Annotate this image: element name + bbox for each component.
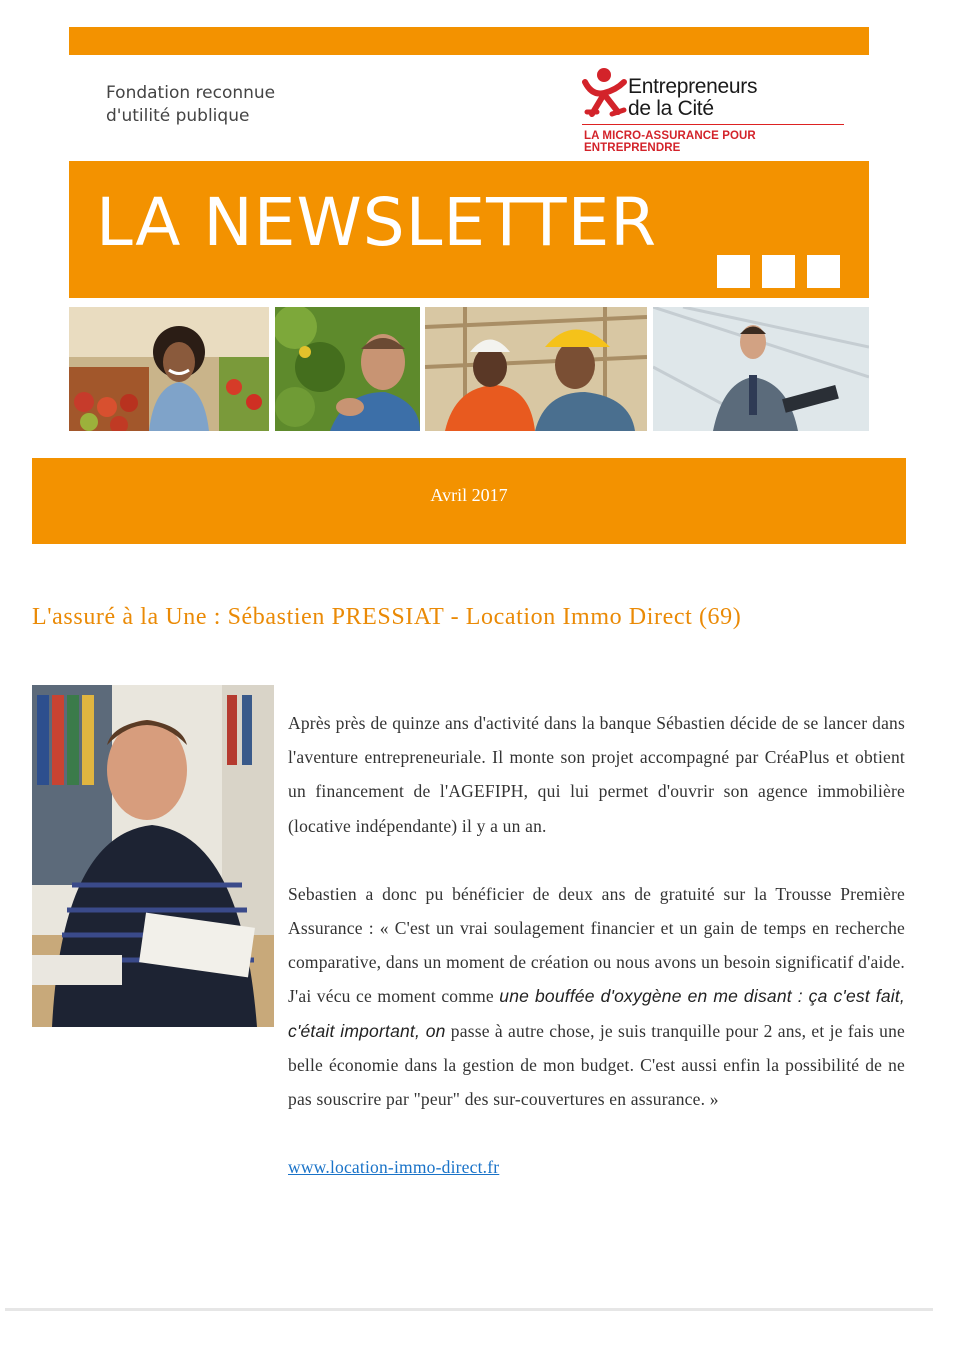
article-body <box>288 706 905 1184</box>
website-link[interactable]: www.location-immo-direct.fr <box>288 1157 500 1178</box>
paragraph-gap <box>288 843 905 877</box>
photo-gardener <box>275 307 420 431</box>
top-orange-bar <box>69 27 869 55</box>
logo-name-line-2: de la Cité <box>628 97 714 120</box>
paragraph-2-start: Sebastien a donc pu bénéficier de deux ans de gratuité sur la Trousse Première Assurance : « C'est un vrai soulagement financier et un gain de temps en recherche comparative, dans un moment de création ou nous avons un besoin significatif d'aide. J'ai vécu ce moment comme <box>288 883 905 1007</box>
banner-title: LA NEWSLETTER <box>96 184 658 261</box>
brand-logo[interactable] <box>582 66 844 154</box>
issue-date-bar <box>32 458 906 544</box>
entrepreneurs-figure-icon <box>582 66 630 118</box>
article-paragraph-1: Après près de quinze ans d'activité dans la banque Sébastien décide de se lancer dans l'aventure entrepreneuriale. Il monte son projet accompagné par CréaPlus et obtient un financement de l'AGEFIPH, qui lui permet d'ouvrir son agence immobilière (locative indépendante) il y a un an. <box>288 713 905 836</box>
photo-market-vendor <box>69 307 269 431</box>
bottom-divider <box>5 1308 933 1311</box>
photo-businessman <box>653 307 869 431</box>
article-headline: L'assuré à la Une : Sébastien PRESSIAT - Location Immo Direct (69) <box>32 604 742 630</box>
logo-name <box>628 76 757 120</box>
logo-tagline: LA MICRO-ASSURANCE POUR ENTREPRENDRE <box>584 130 756 154</box>
paragraph-2-end: passe à autre chose, je suis tranquille pour 2 ans, et je fais une belle économie dans la gestion de mon budget. C'est aussi enfin la possibilité de ne pas souscrire par "peur" des sur-couvertures en assurance. » <box>288 1020 905 1110</box>
photo-construction-workers <box>425 307 647 431</box>
foundation-line-1: Fondation reconnue <box>106 83 276 103</box>
foundation-line-2: d'utilité publique <box>106 106 250 126</box>
article-paragraph-2 <box>288 877 905 1116</box>
banner-square-2 <box>762 255 795 288</box>
issue-date: Avril 2017 <box>430 485 508 505</box>
logo-name-line-1: Entrepreneurs <box>628 75 758 98</box>
banner-square-1 <box>717 255 750 288</box>
paragraph-2-italic: une bouffée d'oxygène en me disant : ça c'est fait, c'était important, on <box>288 986 905 1041</box>
banner-square-3 <box>807 255 840 288</box>
logo-divider <box>582 124 844 125</box>
foundation-label <box>106 82 275 128</box>
portrait-photo <box>32 685 274 1027</box>
paragraph-gap <box>288 1116 905 1150</box>
newsletter-banner <box>69 161 869 298</box>
